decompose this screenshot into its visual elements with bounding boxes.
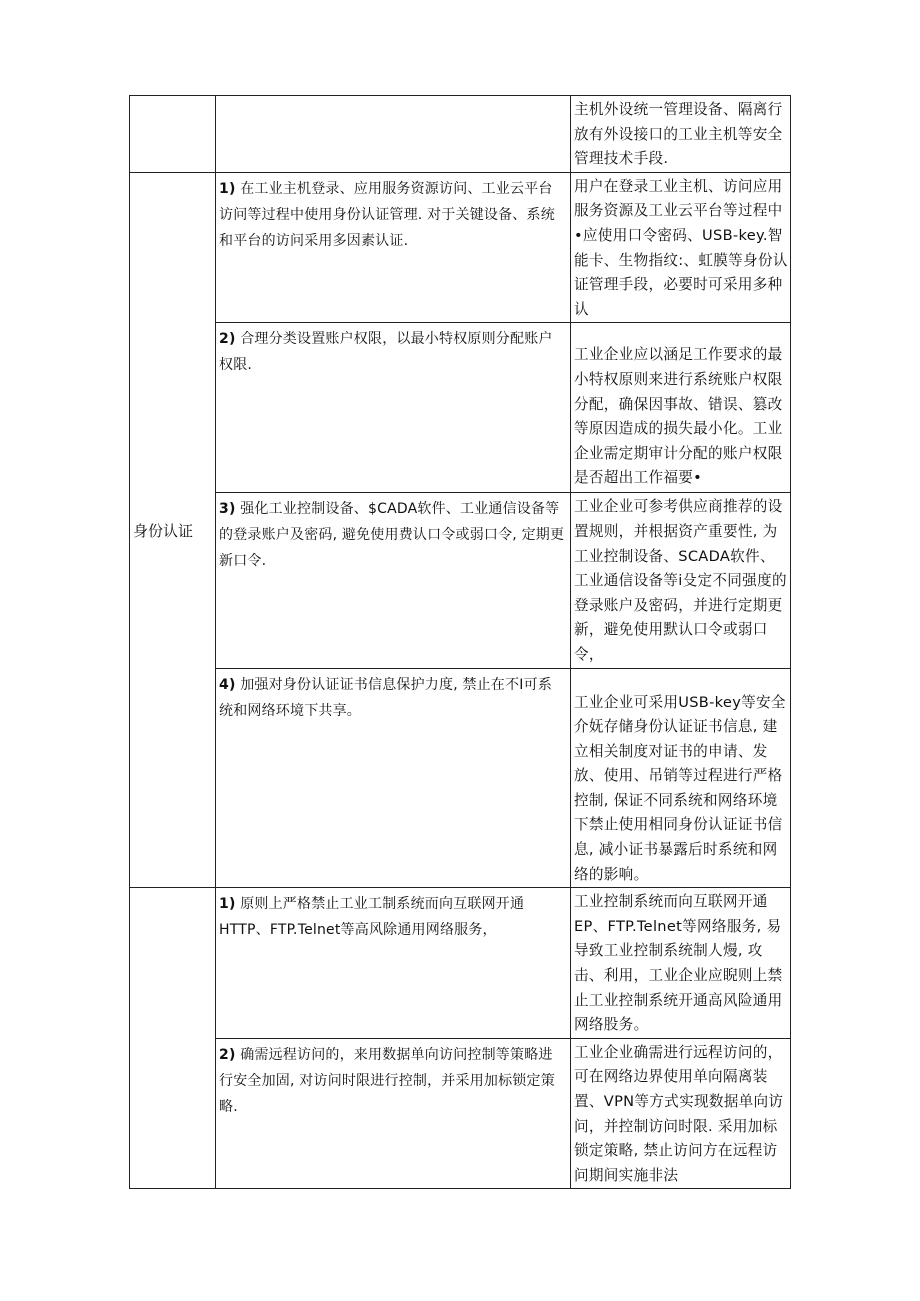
explanation-cell: 主机外设统一管理设备、隔离行放有外设接口的工业主机等安全管理技术手段. xyxy=(571,96,791,173)
table-row xyxy=(130,323,791,493)
explanation-cell: 用户在登录工业主机、访问应用服务资源及工业云平台等过程中•应使用口令密码、USB-key.智能卡、生物指纹:、虹膜等身份认证管理手段，必要时可采用多种认 xyxy=(571,172,791,323)
table-row xyxy=(130,96,791,173)
requirement-number: 1) xyxy=(219,180,236,197)
requirement-number: 4) xyxy=(219,676,236,693)
requirement-cell xyxy=(216,96,571,173)
requirement-text: 加强对身份认证证书信息保护力度, 禁止在不I可系统和网络环境下共享。 xyxy=(219,676,553,719)
requirement-number: 2) xyxy=(219,331,236,348)
category-cell: 身份认证 xyxy=(130,172,216,887)
table-row xyxy=(130,888,791,1039)
explanation-cell: 工业控制系统而向互联网开通EP、FTP.Telnet等网络服务, 易导致工业控制系统制人熳, 攻击、利用，工业企业应睨则上禁止工业控制系统开通高风险通用网络股务。 xyxy=(571,888,791,1039)
table-row xyxy=(130,493,791,668)
requirement-number: 2) xyxy=(219,1046,236,1063)
explanation-text: 工业企业可采用USB-key等安全介妩存储身份认证证书信息, 建立相关制度对证书的申请、发放、使用、吊销等过程进行严格控制, 保证不同系统和网络环境下禁止使用相同身份认证证书信息, 减小证书暴露后时系统和网络的影响。 xyxy=(574,693,786,883)
requirement-text: 确需远程访问的，来用数据单向访问控制等策略进行安全加固, 对访问时限进行控制，并采用加标锁定策略. xyxy=(219,1046,555,1115)
table-row xyxy=(130,1038,791,1189)
explanation-cell xyxy=(571,323,791,493)
security-requirements-table xyxy=(129,95,791,1189)
explanation-cell xyxy=(571,668,791,888)
requirement-text: 在工业主机登录、应用服务资源访问、工业云平台访问等过程中使用身份认证管理. 对于关键设备、系统和平台的访问采用多因素认证. xyxy=(219,180,555,249)
requirement-text: 合理分类设置账户权限，以最小特权原则分配账户权限. xyxy=(219,331,553,374)
requirement-text: 原则上严格禁止工业工制系统而向互联网开通HTTP、FTP.Telnet等高风除通用网络服务， xyxy=(219,896,525,939)
category-cell xyxy=(130,888,216,1189)
explanation-text: 工业企业应以涵足工作要求的最小特权原则来进行系统账户权限分配，确保因事故、错误、篡改等原因造成的损失最小化。工业企业需定期审计分配的账户权限是否超出工作福要• xyxy=(574,346,783,487)
category-cell xyxy=(130,96,216,173)
requirement-cell xyxy=(216,493,571,668)
requirement-text: 强化工业控制设备、$CADA软件、工业通信设备等的登录账户及密码, 避免使用费认口令或弱口令, 定期更新口令. xyxy=(219,501,565,570)
table-row xyxy=(130,172,791,323)
explanation-cell: 工业企业确需进行远程访问的，可在网络边界使用单向隔离装置、VPN等方式实现数据单向访问，并控制访问时限. 采用加标锁定策略, 禁止访问方在远程访问期间实施非法 xyxy=(571,1038,791,1189)
requirement-cell xyxy=(216,1038,571,1189)
requirement-cell xyxy=(216,668,571,888)
requirement-cell xyxy=(216,323,571,493)
requirement-cell xyxy=(216,172,571,323)
requirement-number: 3) xyxy=(219,501,236,518)
requirement-number: 1) xyxy=(219,896,236,913)
requirement-cell xyxy=(216,888,571,1039)
table-row xyxy=(130,668,791,888)
explanation-cell: 工业企业可参考供应商推荐的设置规则，并根据资产重要性, 为工业控制设备、SCADA软件、工业通信设备等i殳定不同强度的登录账户及密码，并进行定期更新，避免使用默认口令或弱口令， xyxy=(571,493,791,668)
